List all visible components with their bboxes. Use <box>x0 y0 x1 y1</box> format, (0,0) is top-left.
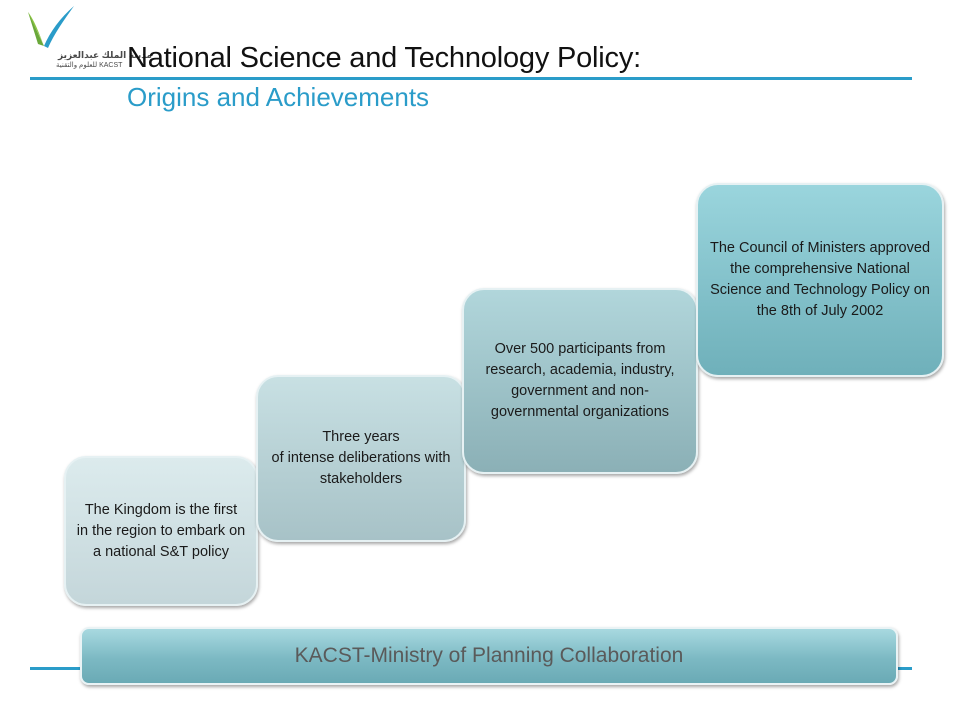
step-box-3 <box>462 288 698 474</box>
title-divider <box>30 77 912 80</box>
collaboration-bar <box>80 627 898 685</box>
kacst-logo <box>24 6 152 76</box>
logo-arabic-name: مدينة الملك عبدالعزيز <box>58 50 152 60</box>
slide-subtitle: Origins and Achievements <box>127 82 430 112</box>
step-box-2 <box>256 375 466 542</box>
logo-arabic-subname: للعلوم والتقنية KACST <box>56 62 123 69</box>
step-4-text: The Council of Ministers approved the comprehensive National Science and Technology Policy on the 8th of July 2002 <box>709 240 931 319</box>
step-3-text: Over 500 participants from research, academia, industry, government and non-governmental organizations <box>485 341 675 420</box>
collaboration-label: KACST-Ministry of Planning Collaboration <box>294 644 684 667</box>
step-2-text: Three years of intense deliberations with stakeholders <box>271 429 451 487</box>
step-1-text: The Kingdom is the first in the region to embark on a national S&T policy <box>76 501 246 560</box>
step-box-1 <box>64 456 258 606</box>
kacst-logo-icon <box>24 6 84 56</box>
slide-title: National Science and Technology Policy: <box>127 42 641 74</box>
step-box-4 <box>696 183 944 377</box>
